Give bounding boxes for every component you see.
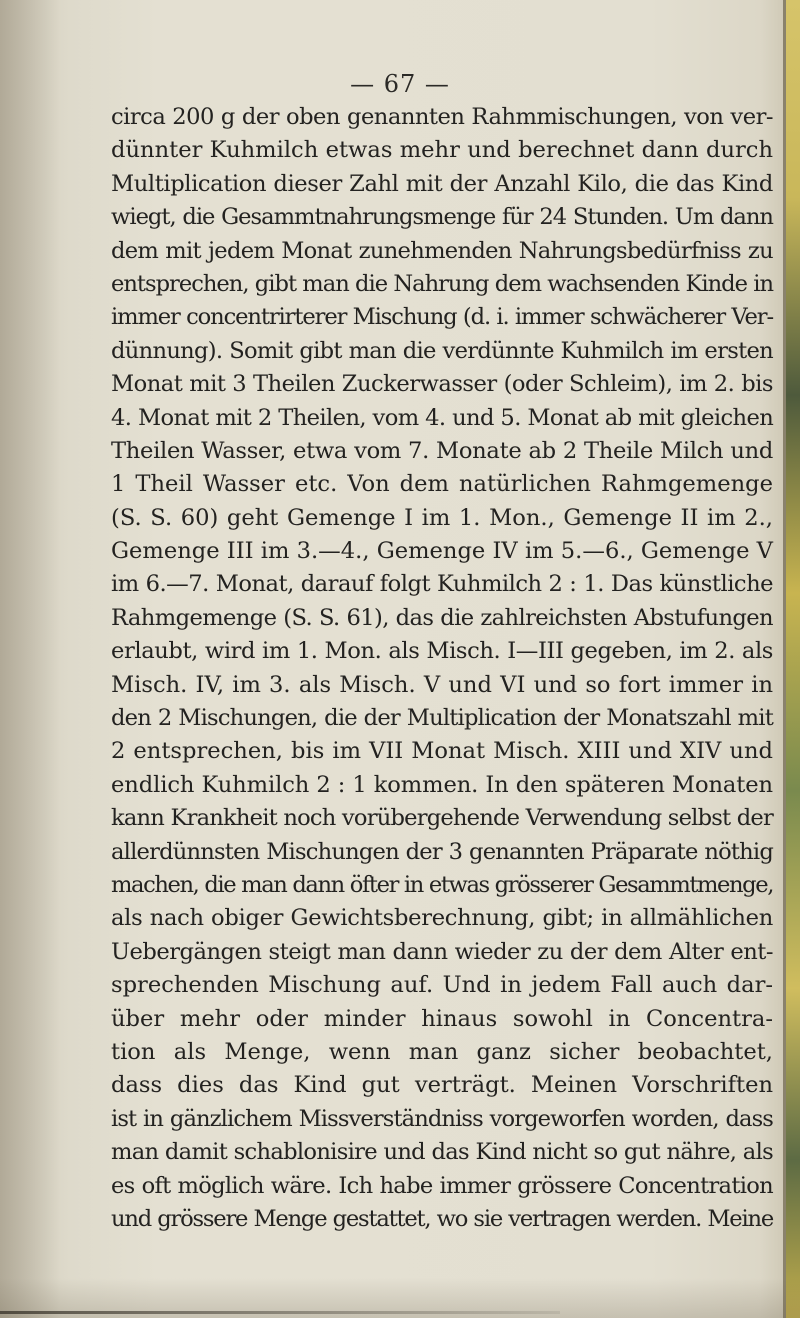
text-line: Gemenge III im 3.—4., Gemenge IV im 5.—6., Gemenge V <box>111 538 773 565</box>
bottom-edge-line <box>0 1311 560 1314</box>
text-line: 4. Monat mit 2 Theilen, vom 4. und 5. Monat ab mit gleichen <box>111 404 774 431</box>
text-line: dünnter Kuhmilch etwas mehr und berechnet dann durch <box>111 137 773 164</box>
text-line: tion als Menge, wenn man ganz sicher beobachtet, <box>111 1038 773 1065</box>
text-line: über mehr oder minder hinaus sowohl in Concentra- <box>111 1005 773 1032</box>
text-line: als nach obiger Gewichtsberechnung, gibt; in allmählichen <box>111 905 773 932</box>
text-line: Uebergängen steigt man dann wieder zu der dem Alter ent- <box>111 938 773 965</box>
text-line: Rahmgemenge (S. S. 61), das die zahlreichsten Abstufungen <box>111 604 773 631</box>
gutter-shadow <box>0 0 60 1318</box>
text-line: ist in gänzlichem Missverständniss vorgeworfen worden, dass <box>111 1105 773 1132</box>
text-line: (S. S. 60) geht Gemenge I im 1. Mon., Gemenge II im 2., <box>111 504 773 531</box>
text-line: machen, die man dann öfter in etwas grösserer Gesammtmenge, <box>111 871 773 898</box>
page-number: — 67 — <box>350 70 450 98</box>
text-line: im 6.—7. Monat, darauf folgt Kuhmilch 2 : 1. Das künstliche <box>111 571 773 598</box>
text-line: es oft möglich wäre. Ich habe immer grössere Concentration <box>111 1172 773 1199</box>
text-line: allerdünnsten Mischungen der 3 genannten Präparate nöthig <box>111 838 773 865</box>
text-line: dass dies das Kind gut verträgt. Meinen Vorschriften <box>111 1072 773 1099</box>
body-text <box>111 101 773 1236</box>
text-line: erlaubt, wird im 1. Mon. als Misch. I—III gegeben, im 2. als <box>111 638 773 665</box>
text-line: sprechenden Mischung auf. Und in jedem Fall auch dar- <box>111 972 773 999</box>
text-line: man damit schablonisire und das Kind nicht so gut nähre, als <box>111 1139 773 1166</box>
text-line: Monat mit 3 Theilen Zuckerwasser (oder Schleim), im 2. bis <box>111 371 773 398</box>
text-line: Multiplication dieser Zahl mit der Anzahl Kilo, die das Kind <box>111 170 773 197</box>
text-line: 1 Theil Wasser etc. Von dem natürlichen Rahmgemenge <box>111 471 773 498</box>
text-line: Misch. IV, im 3. als Misch. V und VI und so fort immer in <box>111 671 773 698</box>
book-edge-strip <box>786 0 800 1318</box>
text-line: den 2 Mischungen, die der Multiplication der Monatszahl mit <box>111 705 773 732</box>
text-line: circa 200 g der oben genannten Rahmmischungen, von ver- <box>111 104 773 130</box>
text-line: entsprechen, gibt man die Nahrung dem wachsenden Kinde in <box>111 270 773 297</box>
text-line: und grössere Menge gestattet, wo sie vertragen werden. Meine <box>111 1205 773 1232</box>
text-line: Theilen Wasser, etwa vom 7. Monate ab 2 Theile Milch und <box>111 437 773 464</box>
text-line: immer concentrirterer Mischung (d. i. immer schwächerer Ver- <box>111 304 773 331</box>
text-line: 2 entsprechen, bis im VII Monat Misch. XIII und XIV und <box>111 738 773 765</box>
text-line: dem mit jedem Monat zunehmenden Nahrungsbedürfniss zu <box>111 237 773 264</box>
text-line: dünnung). Somit gibt man die verdünnte Kuhmilch im ersten <box>111 337 773 364</box>
text-line: wiegt, die Gesammtnahrungsmenge für 24 Stunden. Um dann <box>111 204 773 231</box>
text-line: kann Krankheit noch vorübergehende Verwendung selbst der <box>111 805 773 832</box>
text-line: endlich Kuhmilch 2 : 1 kommen. In den späteren Monaten <box>111 771 773 798</box>
